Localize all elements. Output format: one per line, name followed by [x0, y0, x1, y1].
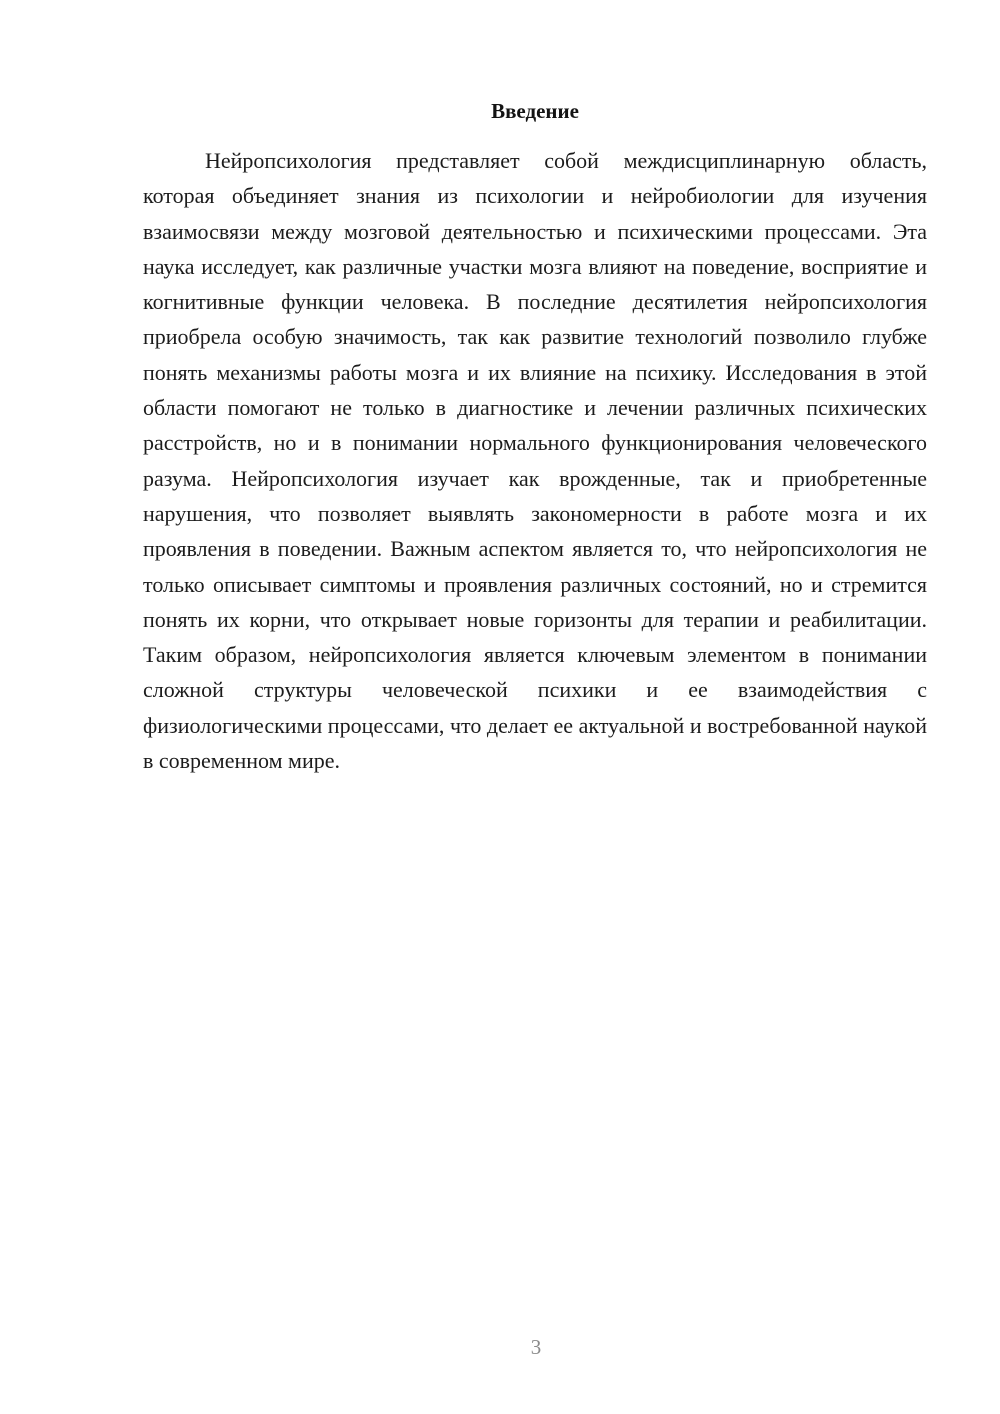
section-heading: Введение — [491, 99, 579, 123]
page-number: 3 — [530, 1335, 542, 1359]
body-paragraph: Нейропсихология представляет собой междисциплинарную область, которая объединяет знания из психологии и нейробиологии для изучения взаимосвязи между мозговой деятельностью и психическими процессами. Эта наука исследует, как различные участки мозга влияют на поведение, восприятие и когнитивные функции человека. В последние десятилетия нейропсихология приобрела особую значимость, так как развитие технологий позволило глубже понять механизмы работы мозга и их влияние на психику. Исследования в этой области помогают не только в диагностике и лечении различных психических расстройств, но и в понимании нормального функционирования человеческого разума. Нейропсихология изучает как врожденные, так и приобретенные нарушения, что позволяет выявлять закономерности в работе мозга и их проявления в поведении. Важным аспектом является то, что нейропсихология не только описывает симптомы и проявления различных состояний, но и стремится понять их корни, что открывает новые горизонты для терапии и реабилитации. Таким образом, нейропсихология является ключевым элементом в понимании сложной структуры человеческой психики и ее взаимодействия с физиологическими процессами, что делает ее актуальной и востребованной наукой в современном мире. — [143, 148, 927, 774]
